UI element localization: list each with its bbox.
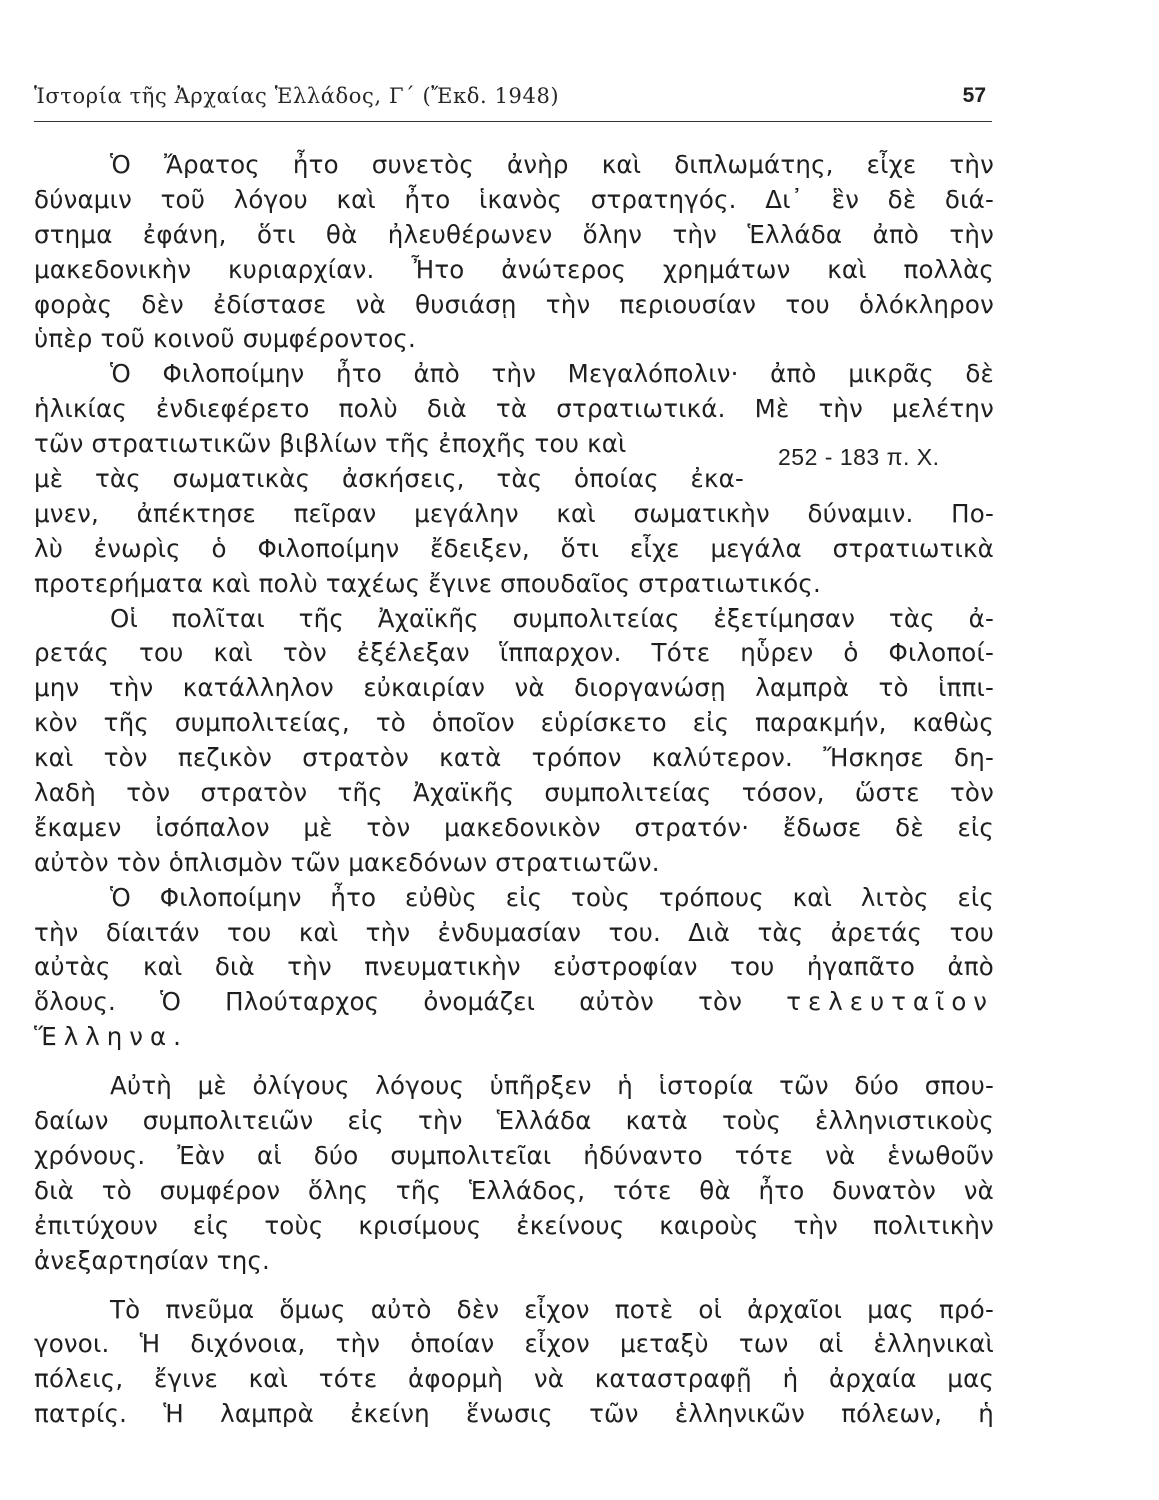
text-line: ρετάς του καὶ τὸν ἐξέλεξαν ἵππαρχον. Τότε ηὗρεν ὁ Φιλοποί-: [34, 638, 994, 668]
paragraph-discord: [34, 1293, 994, 1433]
text-line: ἐπιτύχουν εἰς τοὺς κρισίμους ἐκείνους καιροὺς τὴν πολιτικὴν: [34, 1210, 994, 1240]
text-line: αὐτὰς καὶ διὰ τὴν πνευματικὴν εὐστροφίαν του ἠγαπᾶτο ἀπὸ: [34, 952, 994, 982]
page-number: 57: [962, 84, 986, 107]
text-line: Ὁ Φιλοποίμην ἦτο εὐθὺς εἰς τοὺς τρόπους καὶ λιτὸς εἰς: [110, 882, 994, 912]
text-line: κὸν τῆς συμπολιτείας, τὸ ὁποῖον εὑρίσκετο εἰς παρακμήν, καθὼς: [34, 708, 994, 738]
running-title: Ἱστορία τῆς Ἀρχαίας Ἑλλάδος, Γ΄ (Ἔκδ. 1948): [34, 84, 560, 108]
text-line: δαίων συμπολιτειῶν εἰς τὴν Ἑλλάδα κατὰ τοὺς ἑλληνιστικοὺς: [34, 1106, 994, 1136]
text-line: ἡλικίας ἐνδιεφέρετο πολὺ διὰ τὰ στρατιωτικά. Μὲ τὴν μελέτην: [34, 394, 994, 424]
text-line: διὰ τὸ συμφέρον ὅλης τῆς Ἑλλάδος, τότε θὰ ἦτο δυνατὸν νὰ: [34, 1175, 994, 1205]
date-margin-note: 252 - 183 π. Χ.: [778, 444, 940, 470]
paragraph-spacer: [34, 1279, 994, 1293]
text-line: μὲ τὰς σωματικὰς ἀσκήσεις, τὰς ὁποίας ἐκα-: [34, 464, 744, 494]
text-line: [34, 985, 994, 1020]
paragraph-aratos: [34, 148, 994, 357]
body-text: [34, 148, 994, 1432]
header-rule: [34, 121, 992, 122]
text-line: πόλεις, ἔγινε καὶ τότε ἀφορμὴ νὰ καταστραφῇ ἡ ἀρχαία μας: [34, 1364, 994, 1394]
text-line: καὶ τὸν πεζικὸν στρατὸν κατὰ τρόπον καλύτερον. Ἤσκησε δη-: [34, 743, 994, 773]
text-line: Τὸ πνεῦμα ὅμως αὐτὸ δὲν εἶχον ποτὲ οἱ ἀρχαῖοι μας πρό-: [110, 1294, 994, 1324]
text-line: λὺ ἐνωρὶς ὁ Φιλοποίμην ἔδειξεν, ὅτι εἶχε μεγάλα στρατιωτικὰ: [34, 533, 994, 563]
paragraph-philopoemen-youth: [34, 357, 994, 601]
paragraph-summary: [34, 1069, 994, 1278]
running-head: [34, 84, 992, 116]
text-line: τὴν δίαιτάν του καὶ τὴν ἐνδυμασίαν του. Διὰ τὰς ἀρετάς του: [34, 917, 994, 947]
paragraph-spacer: [34, 1055, 994, 1069]
text-line: γονοι. Ἡ διχόνοια, τὴν ὁποίαν εἶχον μεταξὺ των αἱ ἑλληνικαὶ: [34, 1329, 994, 1359]
text-line: αὐτὸν τὸν ὁπλισμὸν τῶν μακεδόνων στρατιωτῶν.: [34, 847, 660, 877]
text-line: τῶν στρατιωτικῶν βιβλίων τῆς ἐποχῆς του καὶ: [34, 429, 627, 459]
text-line: Ἕλληνα.: [34, 1022, 188, 1052]
text-line: προτερήματα καὶ πολὺ ταχέως ἔγινε σπουδαῖος στρατιωτικός.: [34, 568, 821, 598]
text-line: ἔκαμεν ἰσόπαλον μὲ τὸν μακεδονικὸν στρατόν· ἔδωσε δὲ εἰς: [34, 812, 994, 842]
text-line: φορὰς δὲν ἐδίστασε νὰ θυσιάσῃ τὴν περιουσίαν του ὁλόκληρον: [34, 289, 994, 319]
paragraph-philopoemen-character: [34, 881, 994, 1055]
text-line: μακεδονικὴν κυριαρχίαν. Ἦτο ἀνώτερος χρημάτων καὶ πολλὰς: [34, 254, 994, 284]
text-line: ἀνεξαρτησίαν της.: [34, 1245, 271, 1275]
text-line: μην τὴν κατάλληλον εὐκαιρίαν νὰ διοργανώσῃ λαμπρὰ τὸ ἱππι-: [34, 673, 994, 703]
text-line: πατρίς. Ἡ λαμπρὰ ἐκείνη ἕνωσις τῶν ἑλληνικῶν πόλεων, ἡ: [34, 1399, 994, 1429]
text-line-start: ὅλους. Ὁ Πλούταρχος ὀνομάζει αὐτὸν τὸν: [34, 987, 743, 1017]
text-line: ὑπὲρ τοῦ κοινοῦ συμφέροντος.: [34, 324, 417, 354]
text-line: χρόνους. Ἐὰν αἱ δύο συμπολιτεῖαι ἠδύναντο τότε νὰ ἑνωθοῦν: [34, 1140, 994, 1170]
text-line: δύναμιν τοῦ λόγου καὶ ἦτο ἱκανὸς στρατηγός. Δι᾽ ἓν δὲ διά-: [34, 184, 994, 214]
text-line: Ὁ Φιλοποίμην ἦτο ἀπὸ τὴν Μεγαλόπολιν· ἀπὸ μικρᾶς δὲ: [110, 359, 994, 389]
text-line: λαδὴ τὸν στρατὸν τῆς Ἀχαϊκῆς συμπολιτείας τόσον, ὥστε τὸν: [34, 778, 994, 808]
paragraph-achaean-league: [34, 602, 994, 881]
text-line: Οἱ πολῖται τῆς Ἀχαϊκῆς συμπολιτείας ἐξετίμησαν τὰς ἀ-: [110, 603, 994, 633]
text-line: στημα ἐφάνη, ὅτι θὰ ἠλευθέρωνεν ὅλην τὴν Ἑλλάδα ἀπὸ τὴν: [34, 219, 994, 249]
text-line: μνεν, ἀπέκτησε πεῖραν μεγάλην καὶ σωματικὴν δύναμιν. Πο-: [34, 498, 994, 528]
emphasized-word: τελευταῖον: [786, 987, 994, 1017]
text-line: Ὁ Ἄρατος ἦτο συνετὸς ἀνὴρ καὶ διπλωμάτης, εἶχε τὴν: [110, 150, 994, 179]
text-line: Αὐτὴ μὲ ὀλίγους λόγους ὑπῆρξεν ἡ ἱστορία τῶν δύο σπου-: [110, 1071, 994, 1101]
